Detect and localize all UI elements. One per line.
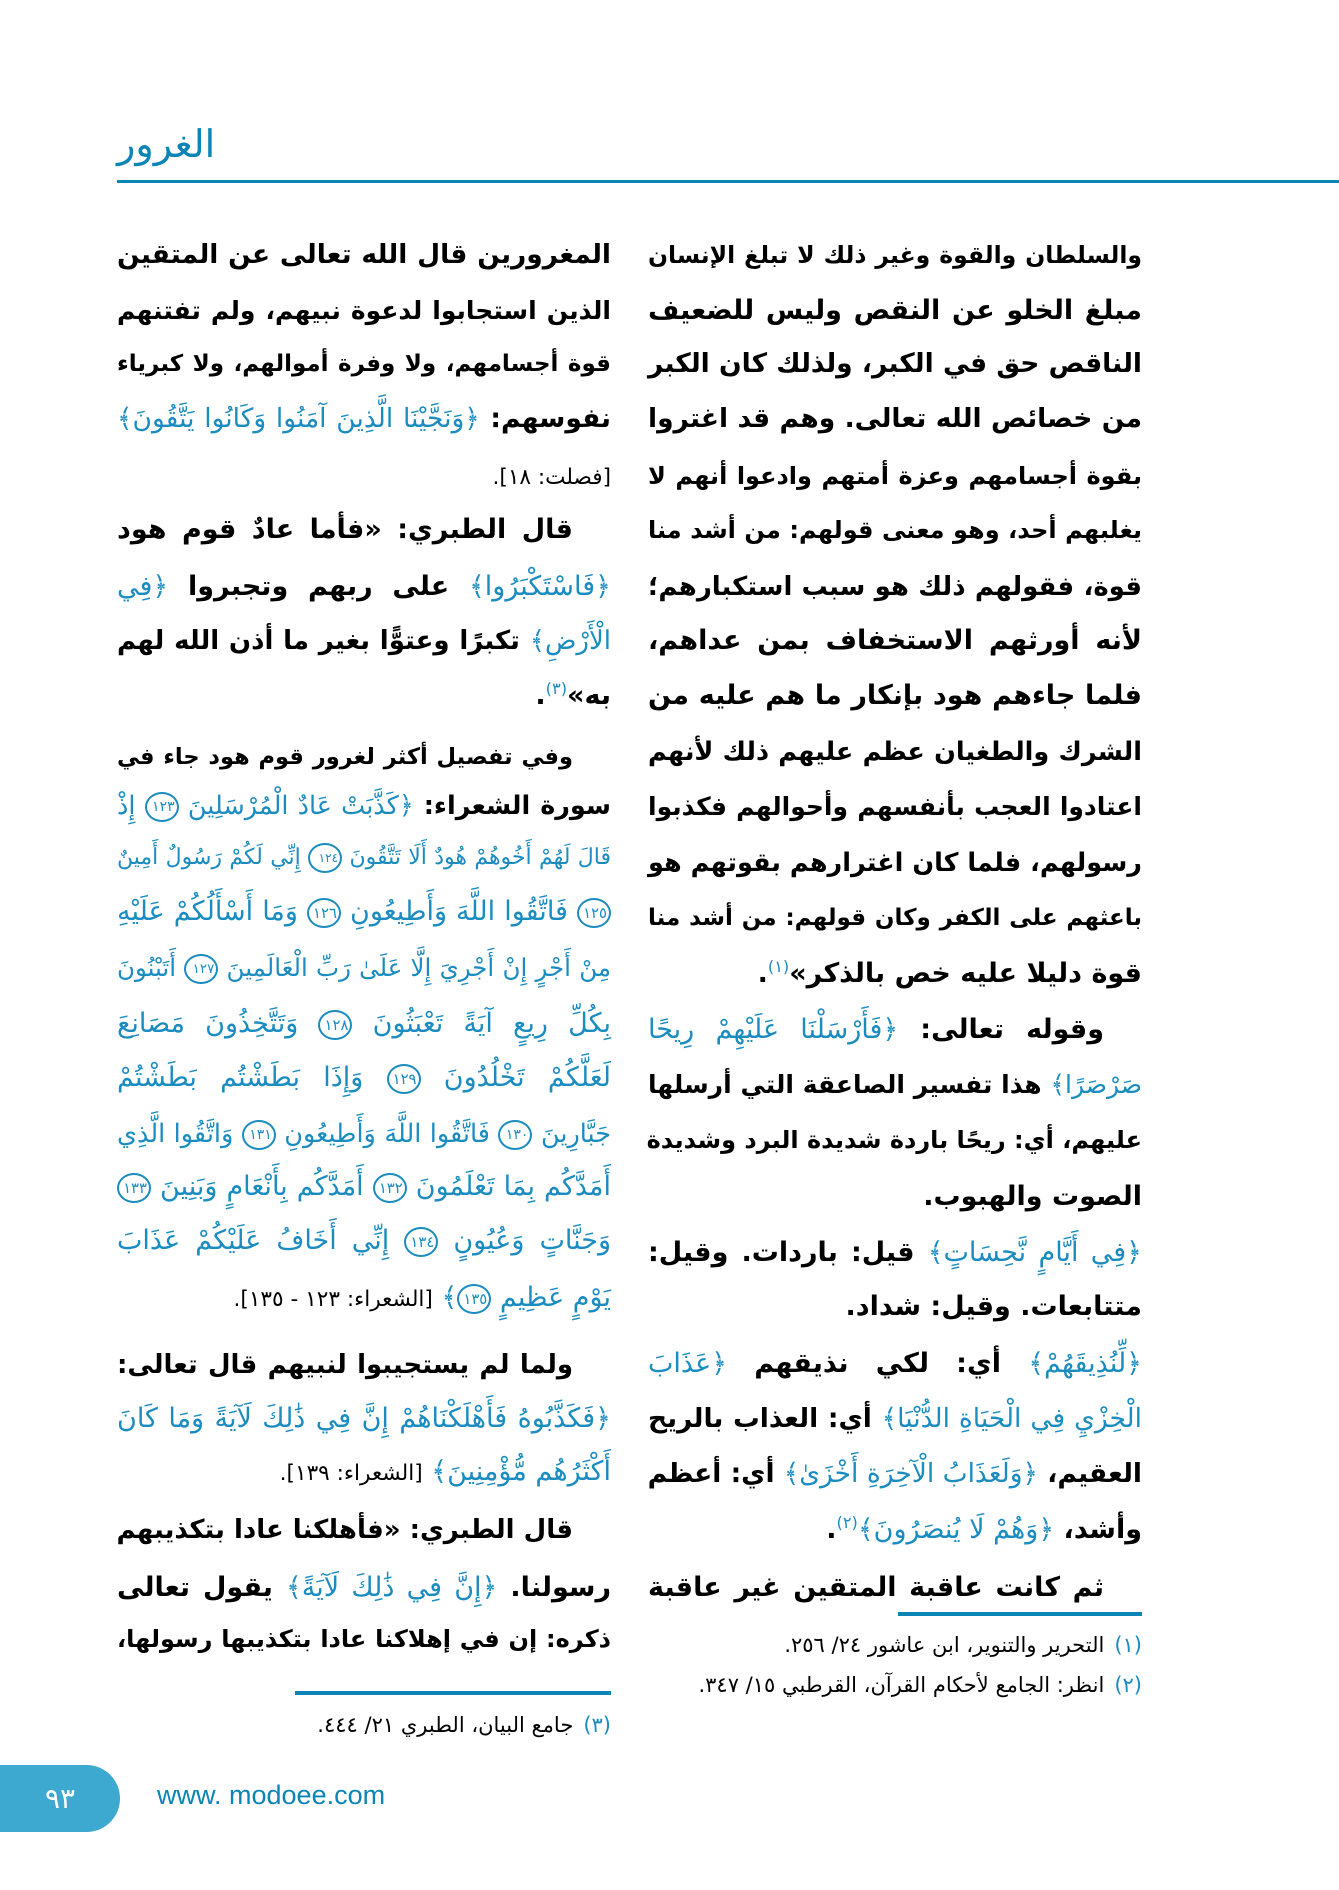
body-text: باعثهم على الكفر وكان قولهم: من أشد منا <box>648 905 1142 931</box>
text-line <box>117 1216 611 1266</box>
verse-number-marker: ١٢٥ <box>577 898 611 928</box>
body-text: به» <box>567 680 611 711</box>
citation-text: [الشعراء: ١٢٣ - ١٣٥]. <box>233 1287 433 1312</box>
quran-verse-text: ﴿وَلَعَذَابُ الْآخِرَةِ أَخْزَىٰ﴾ <box>783 1458 1039 1489</box>
verse-number-marker: ١٢٣ <box>145 792 179 822</box>
text-line <box>117 1614 611 1664</box>
quran-verse-text: فَاتَّقُوا اللَّهَ وَأَطِيعُونِ <box>340 896 577 927</box>
left-footnote-separator <box>295 1691 611 1695</box>
text-line <box>648 1563 1142 1613</box>
body-text: . <box>826 1514 837 1545</box>
quran-verse-text: إِذْ <box>117 791 145 821</box>
body-text: لأنه أورثهم الاستخفاف بمن عداهم، <box>648 625 1142 656</box>
body-text: وأشد، <box>1054 1514 1142 1545</box>
text-line <box>648 782 1142 832</box>
body-text: فلما جاءهم هود بإنكار ما هم عليه من <box>648 680 1142 711</box>
text-line <box>648 949 1142 999</box>
quran-verse-text: ﴿فِي أَيَّامٍ نَّحِسَاتٍ﴾ <box>927 1237 1142 1268</box>
text-line <box>117 1447 611 1497</box>
body-text: قال الطبري: «فأهلكنا عادا بتكذيبهم <box>116 1515 573 1545</box>
citation-text: [فصلت: ١٨]. <box>492 465 611 490</box>
quran-verse-text: ﴿إِنَّ فِي ذَٰلِكَ لَآيَةً﴾ <box>285 1572 498 1603</box>
quran-verse-text: ﴿عَذَابَ <box>648 1348 728 1379</box>
body-text: العقيم، <box>1038 1458 1142 1489</box>
footnote-reference[interactable]: (٢) <box>836 1513 858 1532</box>
footnote-reference[interactable]: (٣) <box>545 679 568 698</box>
quran-verse-text: أَتَبْنُونَ <box>117 953 185 982</box>
quran-verse-text: وَإِذَا بَطَشْتُم بَطَشْتُمْ <box>117 1062 387 1093</box>
text-line <box>117 1109 611 1159</box>
body-text: أي: أعظم <box>647 1458 784 1489</box>
footnote-text: انظر: الجامع لأحكام القرآن، القرطبي ١٥/ ٣٤٧. <box>698 1673 1105 1697</box>
body-text: متتابعات. وقيل: شداد. <box>845 1291 1142 1322</box>
verse-number-marker: ١٣١ <box>242 1120 276 1150</box>
body-text: بقوة أجسامهم وعزة أمتهم وادعوا أنهم لا <box>648 462 1142 490</box>
quran-verse-text: ﴿فَأَرْسَلْنَا عَلَيْهِمْ رِيحًا <box>648 1014 899 1045</box>
quran-verse-text: أَمَدَّكُم بِمَا تَعْلَمُونَ <box>406 1171 612 1202</box>
verse-number-marker: ١٣٢ <box>373 1173 407 1203</box>
quran-verse-text: قَالَ لَهُمْ أَخُوهُمْ هُودٌ أَلَا تَتَّقُونَ <box>342 845 612 870</box>
quran-verse-text: ﴿فَكَذَّبُوهُ فَأَهْلَكْنَاهُمْ إِنَّ فِي ذَٰلِكَ لَآيَةً وَمَا كَانَ <box>117 1403 611 1434</box>
body-text: سورة الشعراء: <box>413 791 611 821</box>
body-text: يغلبهم أحد، وهو معنى قولهم: من أشد منا <box>648 516 1142 544</box>
text-line <box>648 671 1142 721</box>
text-line <box>117 999 611 1049</box>
body-text: من خصائص الله تعالى. وهم قد اغتروا <box>648 403 1142 434</box>
verse-number-marker: ١٢٧ <box>184 954 218 984</box>
text-line <box>117 451 611 501</box>
verse-number-marker: ١٢٨ <box>318 1010 352 1040</box>
body-text: . <box>535 680 546 711</box>
text-line <box>648 1339 1142 1389</box>
verse-number-marker: ١٣٠ <box>498 1120 532 1150</box>
quran-verse-text: أَمَدَّكُم بِأَنْعَامٍ وَبَنِينَ <box>151 1171 373 1202</box>
footnote-number: (٢) <box>1114 1673 1142 1697</box>
footnote-reference[interactable]: (١) <box>767 957 790 976</box>
text-line <box>648 1394 1142 1444</box>
text-line <box>648 339 1142 389</box>
quran-verse-text: إِنِّي أَخَافُ عَلَيْكُمْ عَذَابَ <box>117 1225 405 1256</box>
quran-verse-text: لَعَلَّكُمْ تَخْلُدُونَ <box>420 1062 612 1093</box>
body-text: الشرك والطغيان عظم عليهم ذلك لأنهم <box>648 737 1142 767</box>
text-line <box>117 505 611 555</box>
text-line <box>648 1449 1142 1499</box>
verse-number-marker: ١٢٤ <box>308 843 342 873</box>
footnote-2 <box>648 1668 1142 1702</box>
quran-verse-text: فَاتَّقُوا اللَّهَ وَأَطِيعُونِ <box>275 1119 499 1149</box>
text-line <box>648 838 1142 888</box>
quran-verse-text: جَبَّارِينَ <box>532 1119 611 1149</box>
quran-verse-text: وَاتَّقُوا الَّذِي <box>117 1119 242 1149</box>
body-text: الناقص حق في الكبر، ولذلك كان الكبر <box>648 348 1142 379</box>
verse-number-marker: ١٣٤ <box>404 1227 438 1257</box>
body-text: الصوت والهبوب. <box>923 1181 1142 1212</box>
text-line <box>117 1505 611 1555</box>
text-line <box>117 1162 611 1212</box>
text-line <box>117 732 611 782</box>
text-line <box>648 286 1142 336</box>
text-line <box>117 887 611 937</box>
body-text: قوة دليلا عليه خص بالذكر» <box>789 958 1142 989</box>
verse-number-marker: ١٢٦ <box>307 898 341 928</box>
body-text: عليهم، أي: ريحًا باردة شديدة البرد وشديدة <box>646 1126 1142 1154</box>
text-line <box>117 1563 611 1613</box>
quran-verse-text: وَمَا أَسْأَلُكُمْ عَلَيْهِ <box>117 896 307 927</box>
text-line <box>648 1060 1142 1110</box>
body-text: وقوله تعالى: <box>898 1014 1104 1045</box>
text-line <box>648 394 1142 444</box>
website-link[interactable]: www. modoee.com <box>157 1780 386 1810</box>
body-text: قوة، فقولهم ذلك هو سبب استكبارهم؛ <box>648 572 1142 602</box>
body-text: ولما لم يستجيبوا لنبيهم قال تعالى: <box>117 1350 573 1380</box>
text-line <box>117 1340 611 1390</box>
chapter-title: الغرور <box>117 122 216 166</box>
quran-verse-text: ﴿وَهُمْ لَا يُنصَرُونَ﴾ <box>857 1514 1055 1545</box>
footnote-number: (١) <box>1114 1633 1142 1657</box>
body-text: وفي تفصيل أكثر لغرور قوم هود جاء في <box>117 744 573 770</box>
quran-verse-text: ﴿فَاسْتَكْبَرُوا﴾ <box>468 571 611 602</box>
quran-verse-text: ﴿وَنَجَّيْنَا الَّذِينَ آمَنُوا وَكَانُوا يَتَّقُونَ﴾ <box>117 403 480 434</box>
body-text: نفوسهم: <box>479 403 611 434</box>
right-footnote-separator <box>898 1612 1142 1616</box>
text-line <box>648 1228 1142 1278</box>
body-text: رسولنا. <box>497 1572 611 1603</box>
page-number: ٩٣ <box>0 1765 120 1832</box>
verse-number-marker: ١٢٩ <box>387 1064 421 1094</box>
left-text-column <box>117 0 611 1700</box>
quran-verse-text: وَتَتَّخِذُونَ مَصَانِعَ <box>117 1008 319 1039</box>
text-line <box>648 1282 1142 1332</box>
verse-number-marker: ١٣٣ <box>117 1173 151 1203</box>
text-line <box>117 562 611 612</box>
verse-number-marker: ١٣٥ <box>457 1284 491 1314</box>
text-line <box>117 943 611 993</box>
body-text: المغرورين قال الله تعالى عن المتقين <box>117 239 611 270</box>
body-text: رسولهم، فلما كان اغترارهم بقوتهم هو <box>648 848 1142 878</box>
text-line <box>648 1172 1142 1222</box>
text-line <box>117 339 611 389</box>
text-line <box>117 833 611 883</box>
footnote-1 <box>648 1628 1142 1662</box>
body-text: مبلغ الخلو عن النقص وليس للضعيف <box>648 295 1142 326</box>
body-text: قوة أجسامهم، ولا وفرة أموالهم، ولا كبرياء <box>117 351 611 377</box>
body-text: . <box>757 958 768 989</box>
quran-verse-text: ﴾ <box>432 1282 458 1313</box>
text-line <box>117 1273 611 1323</box>
text-line <box>648 727 1142 777</box>
text-line <box>117 781 611 831</box>
body-text: قال الطبري: «فأما عادٌ قوم هود <box>117 514 573 545</box>
text-line <box>117 1053 611 1103</box>
text-line <box>648 1115 1142 1165</box>
body-text: اعتادوا العجب بأنفسهم وأحوالهم فكذبوا <box>648 792 1142 821</box>
text-line <box>648 451 1142 501</box>
right-text-column <box>648 0 1142 1700</box>
body-text: أي: لكي نذيقهم <box>727 1348 1029 1379</box>
text-line <box>117 286 611 336</box>
text-line <box>648 1505 1142 1555</box>
body-text: هذا تفسير الصاعقة التي أرسلها <box>648 1070 1051 1099</box>
body-text: قيل: باردات. وقيل: <box>648 1237 928 1268</box>
footnote-text: التحرير والتنوير، ابن عاشور ٢٤/ ٢٥٦. <box>784 1633 1105 1657</box>
body-text: ذكره: إن في إهلاكنا عادا بتكذيبها رسولها، <box>117 1625 611 1653</box>
quran-verse-text: مِنْ أَجْرٍ إِنْ أَجْرِيَ إِلَّا عَلَىٰ رَبِّ الْعَالَمِينَ <box>218 953 611 982</box>
citation-text: [الشعراء: ١٣٩]. <box>279 1461 423 1486</box>
text-line <box>648 562 1142 612</box>
body-text: والسلطان والقوة وغير ذلك لا تبلغ الإنسان <box>648 241 1142 269</box>
quran-verse-text: الْأَرْضِ﴾ <box>529 626 611 656</box>
body-text: ثم كانت عاقبة المتقين غير عاقبة <box>648 1572 1104 1603</box>
text-line <box>117 230 611 280</box>
text-line <box>117 671 611 721</box>
body-text: على ربهم وتجبروا <box>168 571 469 602</box>
quran-verse-text: أَكْثَرُهُم مُّؤْمِنِينَ﴾ <box>422 1456 611 1487</box>
quran-verse-text: صَرْصَرًا﴾ <box>1050 1070 1142 1099</box>
text-line <box>117 1394 611 1444</box>
body-text: تكبرًا وعتوًّا بغير ما أذن الله لهم <box>117 626 530 656</box>
quran-verse-text: ﴿فِي <box>117 571 169 602</box>
text-line <box>648 505 1142 555</box>
quran-verse-text: ﴿كَذَّبَتْ عَادٌ الْمُرْسَلِينَ <box>178 791 414 821</box>
quran-verse-text: بِكُلِّ رِيعٍ آيَةً تَعْبَثُونَ <box>352 1008 611 1039</box>
body-text: الذين استجابوا لدعوة نبيهم، ولم تفتنهم <box>117 296 611 325</box>
text-line <box>648 1005 1142 1055</box>
body-text: يقول تعالى <box>117 1572 286 1603</box>
text-line <box>648 893 1142 943</box>
text-line <box>117 616 611 666</box>
quran-verse-text: الْخِزْيِ فِي الْحَيَاةِ الدُّنْيَا﴾ <box>881 1403 1142 1434</box>
text-line <box>117 394 611 444</box>
quran-verse-text: يَوْمٍ عَظِيمٍ <box>491 1282 611 1313</box>
text-line <box>648 616 1142 666</box>
quran-verse-text: ﴿لِّنُذِيقَهُمْ﴾ <box>1028 1348 1142 1379</box>
footnote-3 <box>117 1708 611 1742</box>
quran-verse-text: وَجَنَّاتٍ وَعُيُونٍ <box>438 1225 611 1256</box>
quran-verse-text: إِنِّي لَكُمْ رَسُولٌ أَمِينٌ <box>117 845 309 870</box>
body-text: أي: العذاب بالريح <box>648 1403 882 1434</box>
footnote-text: جامع البيان، الطبري ٢١/ ٤٤٤. <box>317 1713 574 1737</box>
text-line <box>648 230 1142 280</box>
footnote-number: (٣) <box>583 1713 611 1737</box>
